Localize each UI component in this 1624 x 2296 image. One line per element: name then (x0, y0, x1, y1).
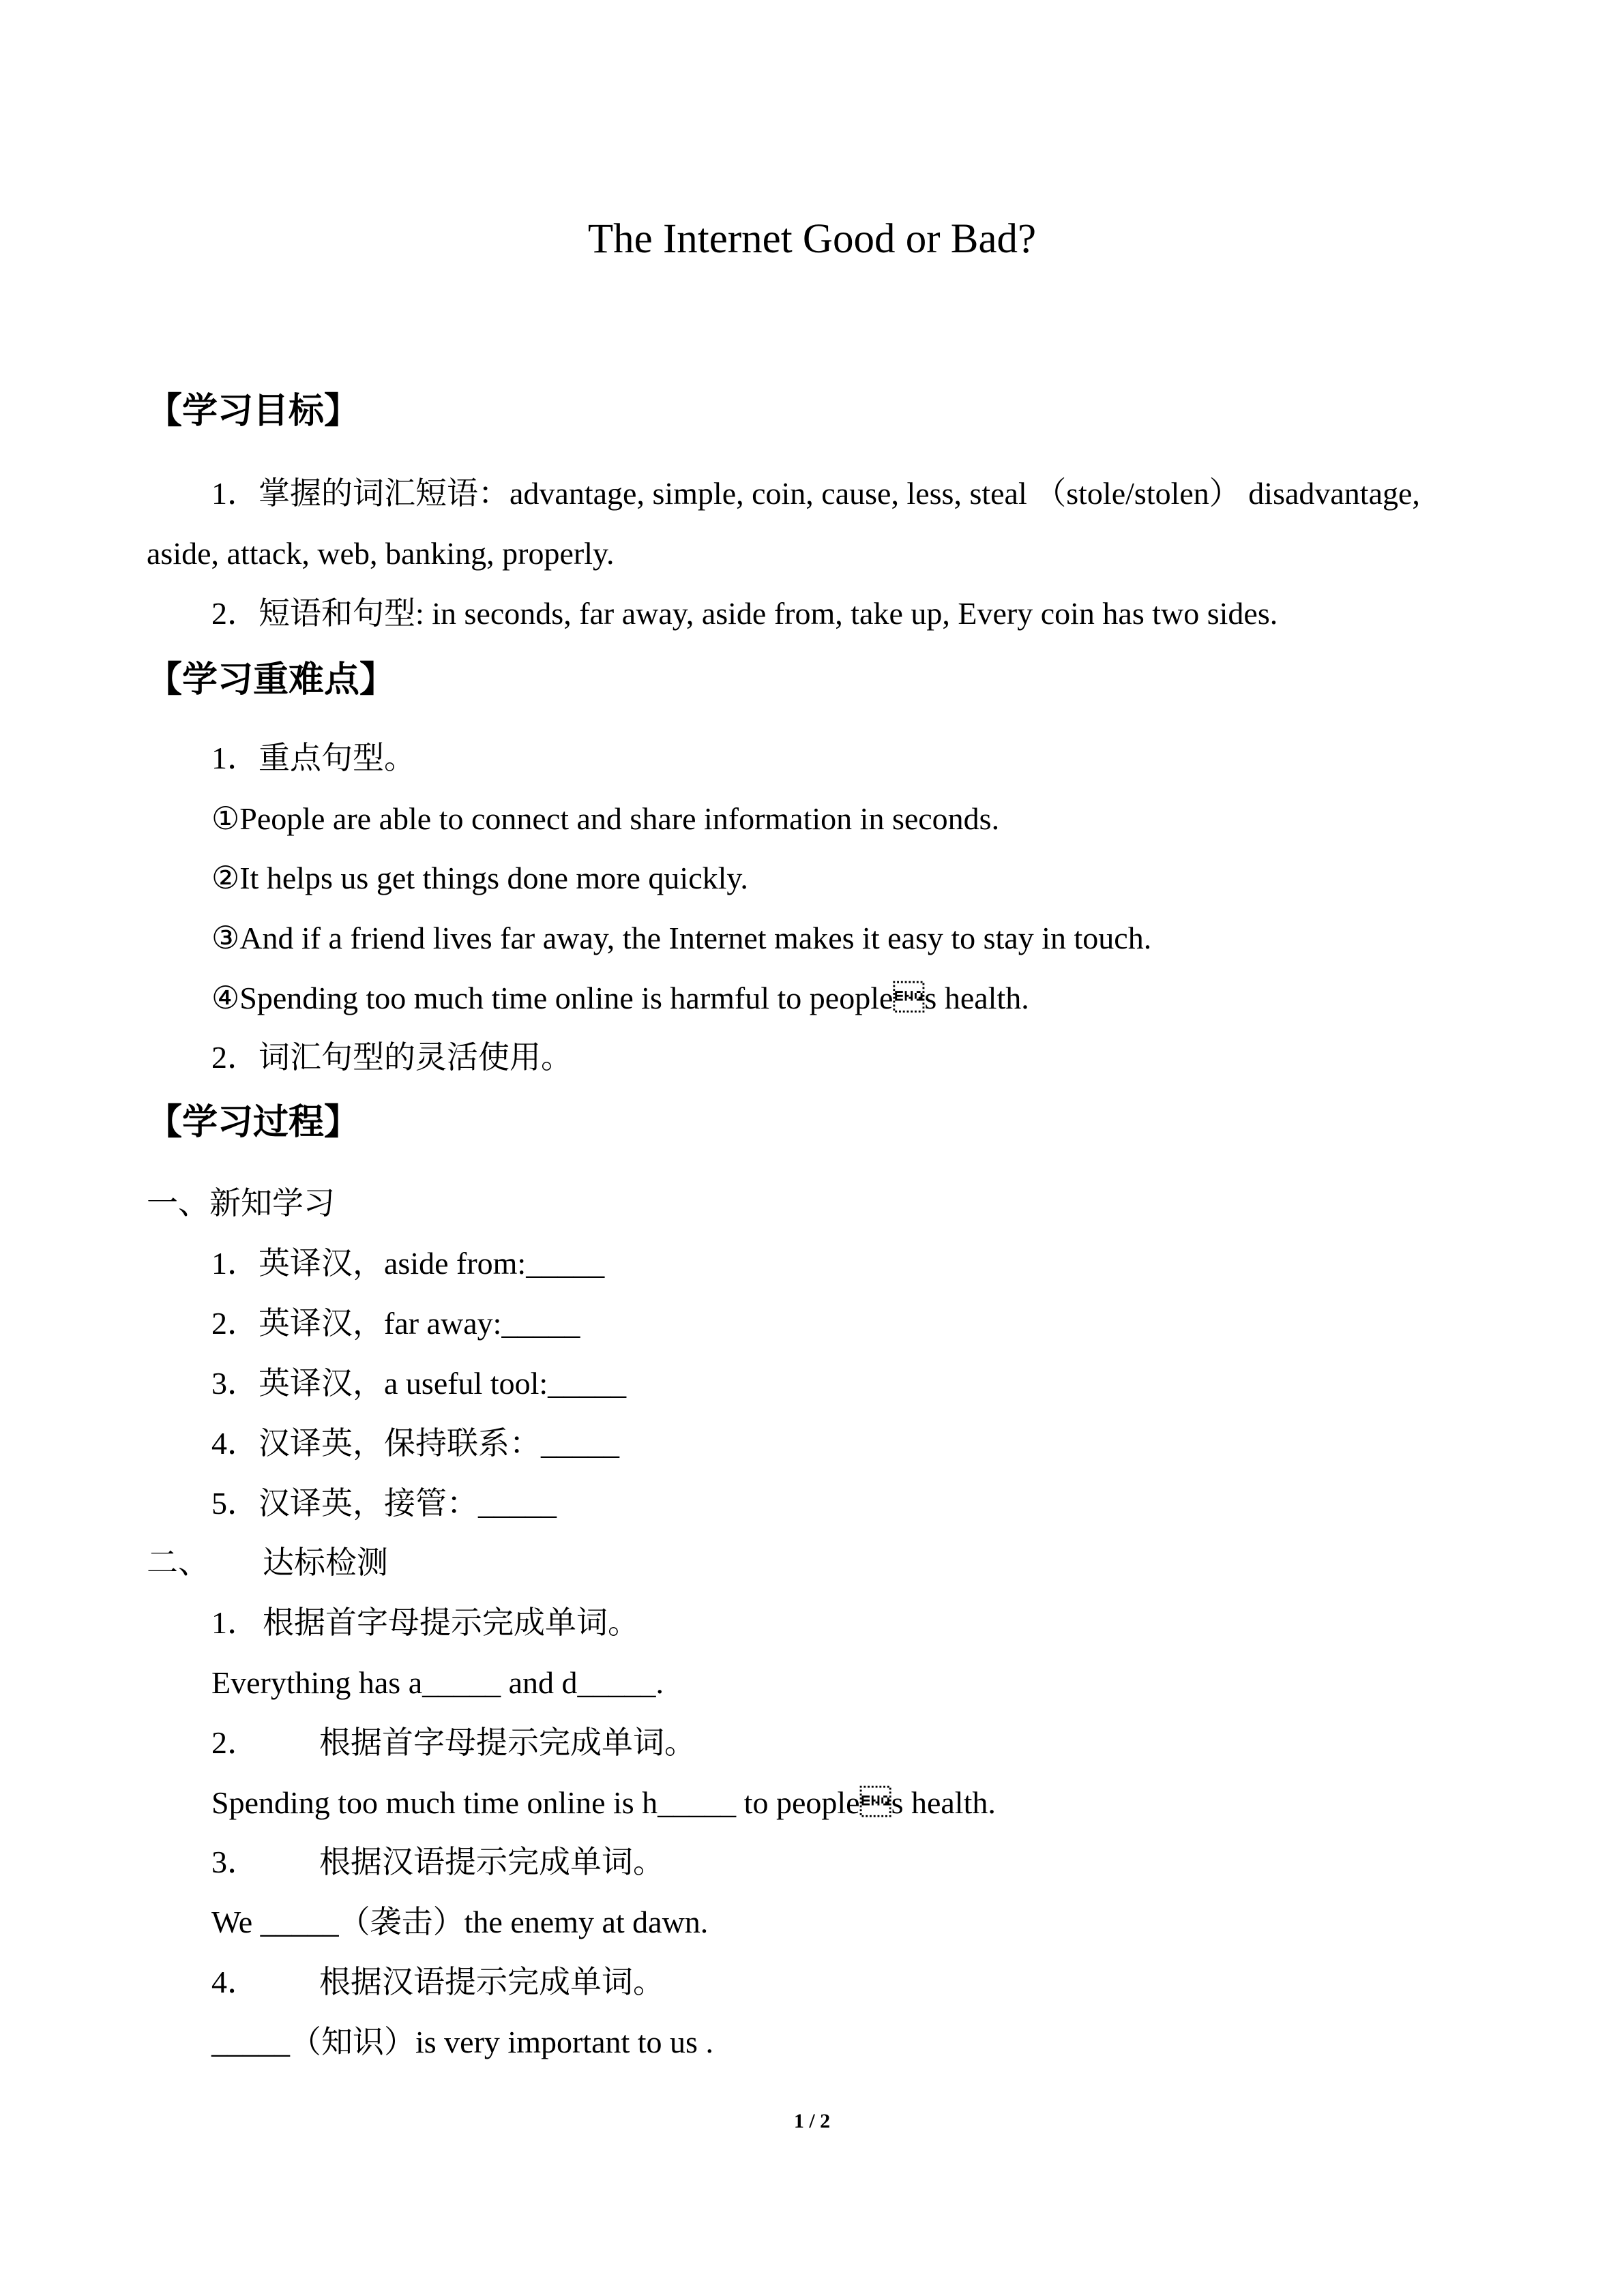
exercise-q5: 5．汉译英，接管：_____ (211, 1486, 557, 1521)
key-points-item-2: 2．词汇句型的灵活使用。 (211, 1040, 572, 1075)
key-sentence-1: ①People are able to connect and share information in seconds. (211, 801, 1000, 836)
heading-learning-process: 【学习过程】 (147, 1102, 360, 1143)
test-2-number: 2． (211, 1725, 259, 1760)
exercise-q2: 2．英译汉，far away:_____ (211, 1306, 580, 1341)
part-2-title: 达标检测 (263, 1545, 388, 1580)
exercise-q4: 4．汉译英，保持联系：_____ (211, 1426, 619, 1461)
page-number: 1 / 2 (793, 2110, 831, 2132)
test-4-number: 4． (211, 1965, 259, 1999)
goals-item-1-line-1: 1．掌握的词汇短语：advantage, simple, coin, cause, less, steal （stole/stolen） disadvantage, (211, 476, 1420, 511)
part-2-number: 二、 (147, 1545, 209, 1580)
test-4-sentence: _____（知识）is very important to us . (211, 2025, 713, 2059)
test-4-instruction: 根据汉语提示完成单词。 (319, 1965, 664, 1999)
page-title: The Internet Good or Bad? (587, 216, 1037, 262)
key-points-item-1: 1．重点句型。 (211, 741, 415, 775)
test-1-number: 1． (211, 1605, 259, 1640)
test-3-instruction: 根据汉语提示完成单词。 (319, 1845, 664, 1879)
test-1-instruction: 根据首字母提示完成单词。 (263, 1605, 639, 1640)
key-sentence-2: ②It helps us get things done more quickly. (211, 861, 748, 895)
test-2-sentence: Spending too much time online is h_____ to peoples health. (211, 1785, 996, 1820)
exercise-q3: 3．英译汉，a useful tool:_____ (211, 1366, 627, 1401)
goals-item-2: 2．短语和句型: in seconds, far away, aside from, take up, Every coin has two sides. (211, 596, 1278, 631)
test-3-sentence: We _____（袭击）the enemy at dawn. (211, 1905, 709, 1939)
part-1-title: 一、新知学习 (147, 1186, 335, 1221)
key-sentence-3: ③And if a friend lives far away, the Internet makes it easy to stay in touch. (211, 921, 1152, 955)
heading-learning-goals: 【学习目标】 (147, 391, 360, 432)
key-sentence-4: ④Spending too much time online is harmful to peoples health. (211, 981, 1029, 1015)
exercise-q1: 1．英译汉，aside from:_____ (211, 1246, 605, 1281)
test-1-sentence: Everything has a_____ and d_____. (211, 1665, 664, 1700)
test-2-instruction: 根据首字母提示完成单词。 (319, 1725, 696, 1760)
test-3-number: 3． (211, 1845, 259, 1879)
heading-key-points: 【学习重难点】 (147, 659, 396, 700)
goals-item-1-line-2: aside, attack, web, banking, properly. (147, 536, 615, 571)
